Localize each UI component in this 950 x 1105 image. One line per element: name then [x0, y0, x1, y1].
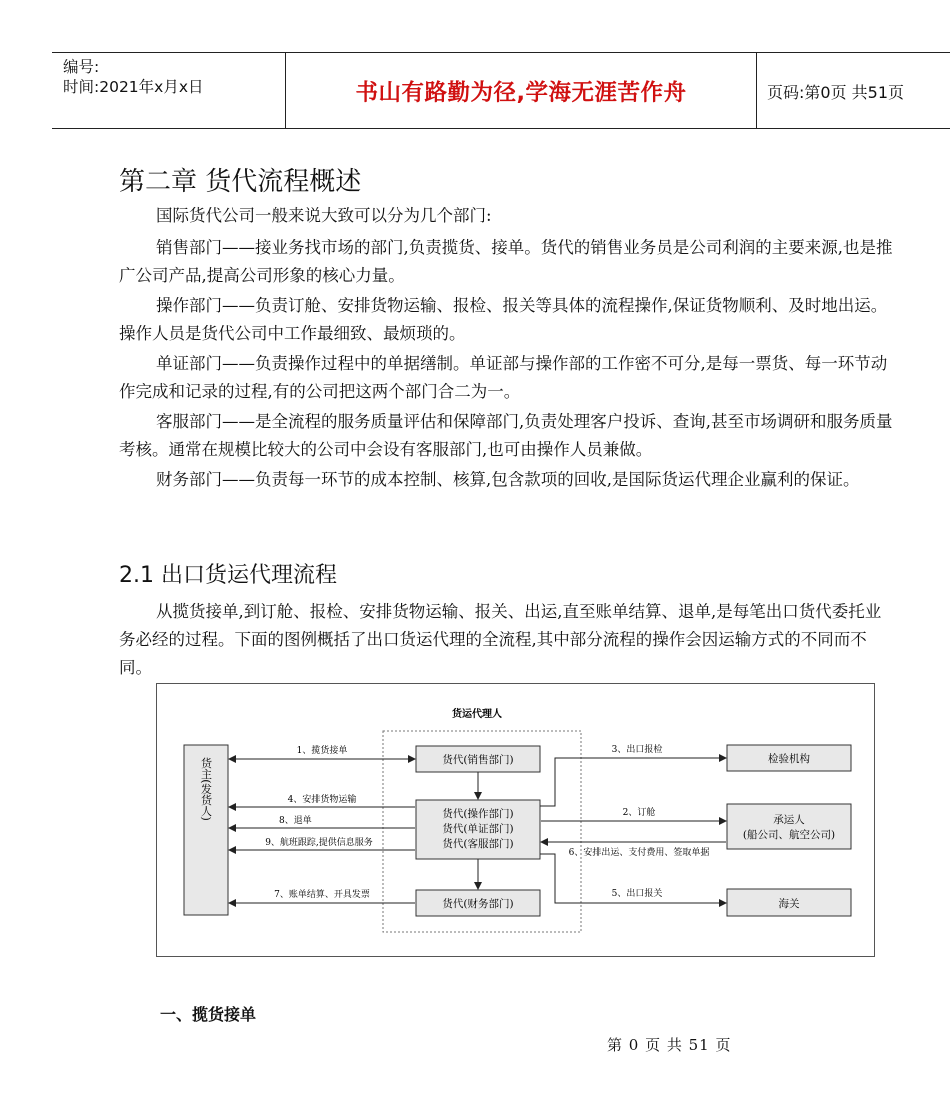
sales-paragraph: 销售部门——接业务找市场的部门,负责揽货、接单。货代的销售业务员是公司利润的主要来源,也是推广公司产品,提高公司形象的核心力量。: [119, 238, 893, 285]
flow-9-label: 9、航班跟踪,提供信息服务: [265, 838, 373, 848]
flow-8-label: 8、退单: [279, 816, 312, 826]
operations-paragraph: 操作部门——负责订舱、安排货物运输、报检、报关等具体的流程操作,保证货物顺利、及时地出运。操作人员是货代公司中工作最细致、最烦琐的。: [119, 296, 888, 343]
document-time-label: 时间:2021年x月x日: [63, 78, 204, 96]
finance-box-label: 货代(财务部门): [442, 898, 514, 910]
operations-box-line: 货代(操作部门): [442, 808, 514, 820]
section-paragraph: 从揽货接单,到订舱、报检、安排货物运输、报关、出运,直至账单结算、退单,是每笔出口货代委托业务必经的过程。下面的图例概括了出口货运代理的全流程,其中部分流程的操作会因运输方式的不同而不同。: [119, 602, 882, 677]
footer-page-number: 第 0 页 共 51 页: [607, 1036, 732, 1054]
flow-6-label: 6、安排出运、支付费用、签取单据: [568, 848, 710, 858]
chapter-title: 第二章 货代流程概述: [119, 167, 362, 197]
flow-1-label: 1、揽货接单: [296, 746, 348, 756]
finance-paragraph: 财务部门——负责每一环节的成本控制、核算,包含款项的回收,是国际货运代理企业赢利的保证。: [156, 470, 860, 489]
diagram-canvas: [157, 684, 874, 956]
page-header: [52, 52, 950, 129]
shipper-label: 货主(发货人): [199, 757, 213, 821]
flow-3-arrow: [540, 758, 726, 806]
intro-paragraph: 国际货代公司一般来说大致可以分为几个部门:: [156, 206, 492, 225]
documents-box-line: 货代(单证部门): [442, 823, 514, 835]
export-process-diagram: [156, 683, 875, 957]
subsection-title: 一、揽货接单: [160, 1005, 257, 1024]
header-motto: 书山有路勤为径,学海无涯苦作舟: [285, 53, 757, 129]
document-number-label: 编号:: [63, 58, 100, 76]
documents-paragraph: 单证部门——负责操作过程中的单据缮制。单证部与操作部的工作密不可分,是每一票货、每一环节动作完成和记录的过程,有的公司把这两个部门合二为一。: [119, 354, 888, 401]
customer-service-paragraph: 客服部门——是全流程的服务质量评估和保障部门,负责处理客户投诉、查询,甚至市场调研和服务质量考核。通常在规模比较大的公司中会设有客服部门,也可由操作人员兼做。: [119, 412, 893, 459]
agent-group-label: 货运代理人: [452, 709, 502, 720]
flow-2-label: 2、订舱: [622, 808, 656, 818]
carrier-box: [727, 804, 851, 849]
header-meta: [52, 53, 285, 129]
customer-service-box-line: 货代(客服部门): [442, 838, 514, 850]
section-title: 2.1 出口货运代理流程: [119, 563, 337, 588]
carrier-box-line: 承运人: [773, 814, 805, 826]
flow-5-label: 5、出口报关: [611, 889, 663, 899]
customs-box-label: 海关: [778, 898, 800, 910]
flow-4-label: 4、安排货物运输: [287, 795, 357, 805]
header-page-label: 页码:第0页 共51页: [767, 82, 905, 102]
flow-3-label: 3、出口报检: [611, 745, 663, 755]
carrier-box-subline: (船公司、航空公司): [742, 829, 836, 841]
flow-7-label: 7、账单结算、开具发票: [274, 890, 370, 900]
inspection-box-label: 检验机构: [768, 753, 810, 765]
sales-box-label: 货代(销售部门): [442, 754, 514, 766]
